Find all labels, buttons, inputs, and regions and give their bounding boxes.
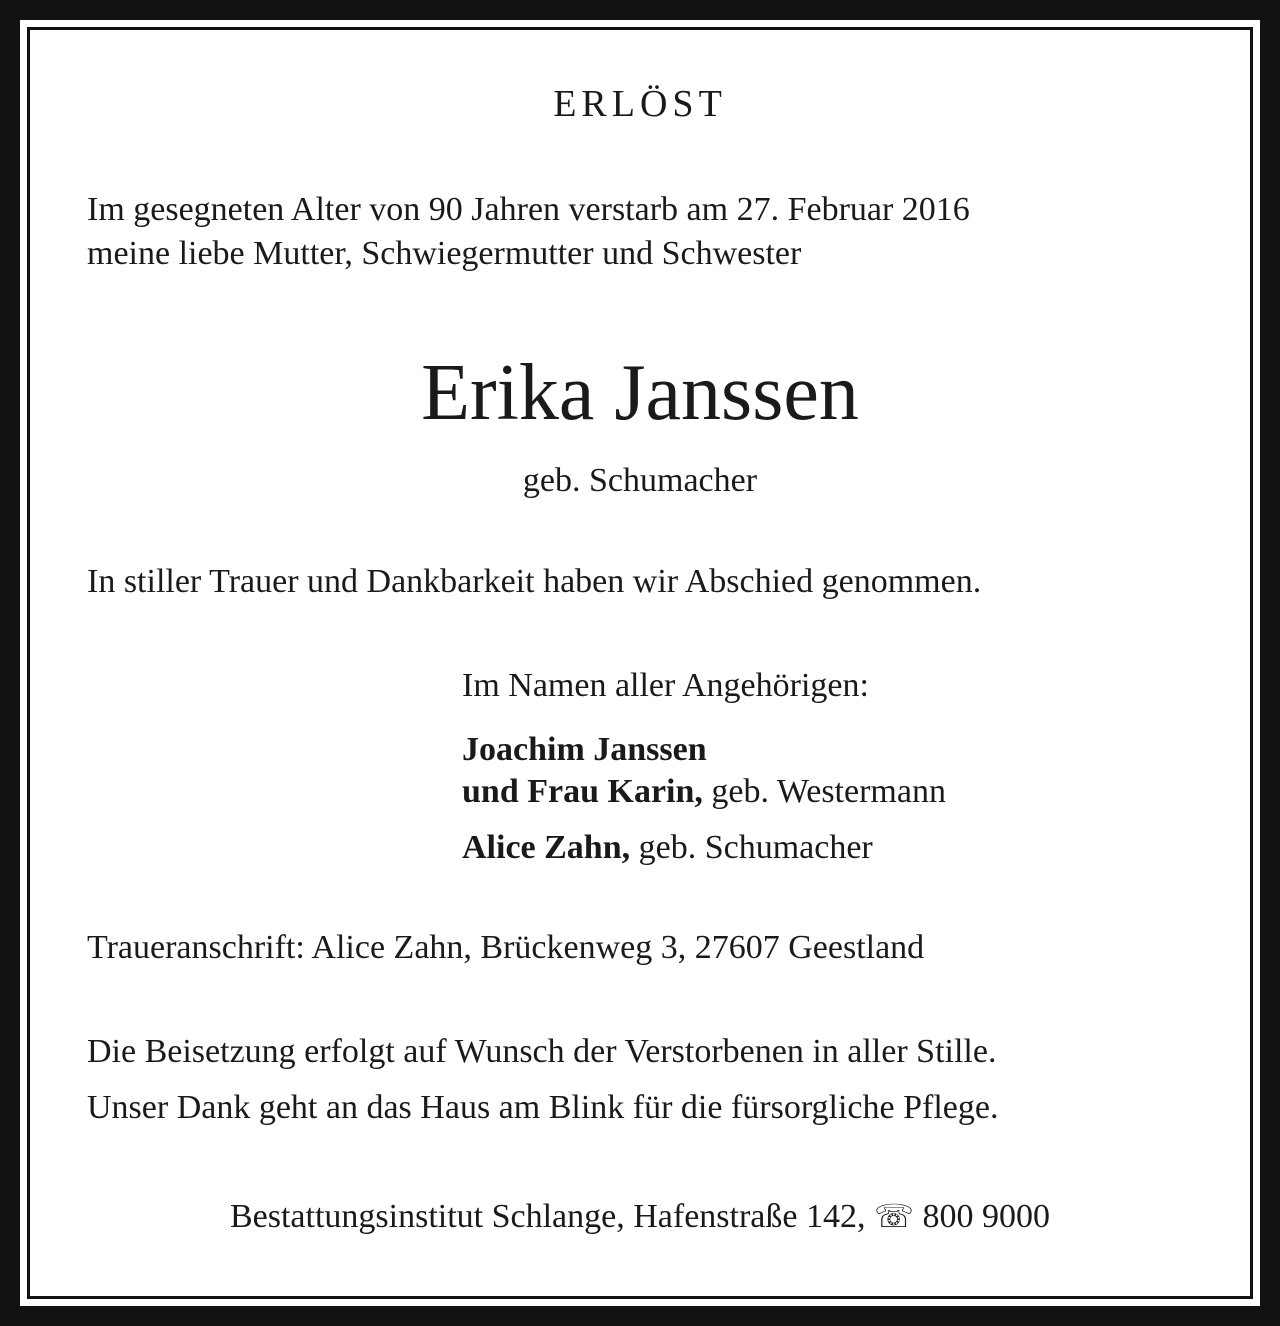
signatory-name: und Frau Karin, [462, 773, 703, 810]
telephone-icon: ☏ [873, 1197, 914, 1235]
signatory-1 [462, 728, 707, 772]
signatory-note: geb. Schumacher [638, 829, 873, 866]
intro-line-2: meine liebe Mutter, Schwiegermutter und Schwester [87, 235, 802, 272]
funeral-home: Bestattungsinstitut Schlange, Hafenstraße 142, [229, 1198, 866, 1235]
maiden-name: geb. Schumacher [522, 462, 758, 499]
funeral-home-line [0, 1194, 1280, 1239]
mourning-address: Traueranschrift: Alice Zahn, Brückenweg 3, 27607 Geestland [87, 929, 925, 966]
signatory-name: Alice Zahn, [462, 829, 631, 866]
signatory-3 [462, 826, 873, 870]
burial-line-1: Die Beisetzung erfolgt auf Wunsch der Verstorbenen in aller Stille. [87, 1033, 997, 1070]
mourning-text: In stiller Trauer und Dankbarkeit haben wir Abschied genommen. [87, 563, 982, 600]
signatory-name: Joachim Janssen [462, 731, 707, 768]
signatory-2 [462, 770, 946, 814]
intro-line-1: Im gesegneten Alter von 90 Jahren verstarb am 27. Februar 2016 [87, 191, 970, 228]
phone-number: 800 9000 [922, 1198, 1050, 1235]
deceased-name: Erika Janssen [421, 349, 859, 437]
heading: ERLÖST [553, 83, 727, 125]
burial-line-2: Unser Dank geht an das Haus am Blink für die fürsorgliche Pflege. [87, 1089, 999, 1126]
signatory-note: geb. Westermann [711, 773, 946, 810]
signatory-intro: Im Namen aller Angehörigen: [462, 667, 869, 704]
